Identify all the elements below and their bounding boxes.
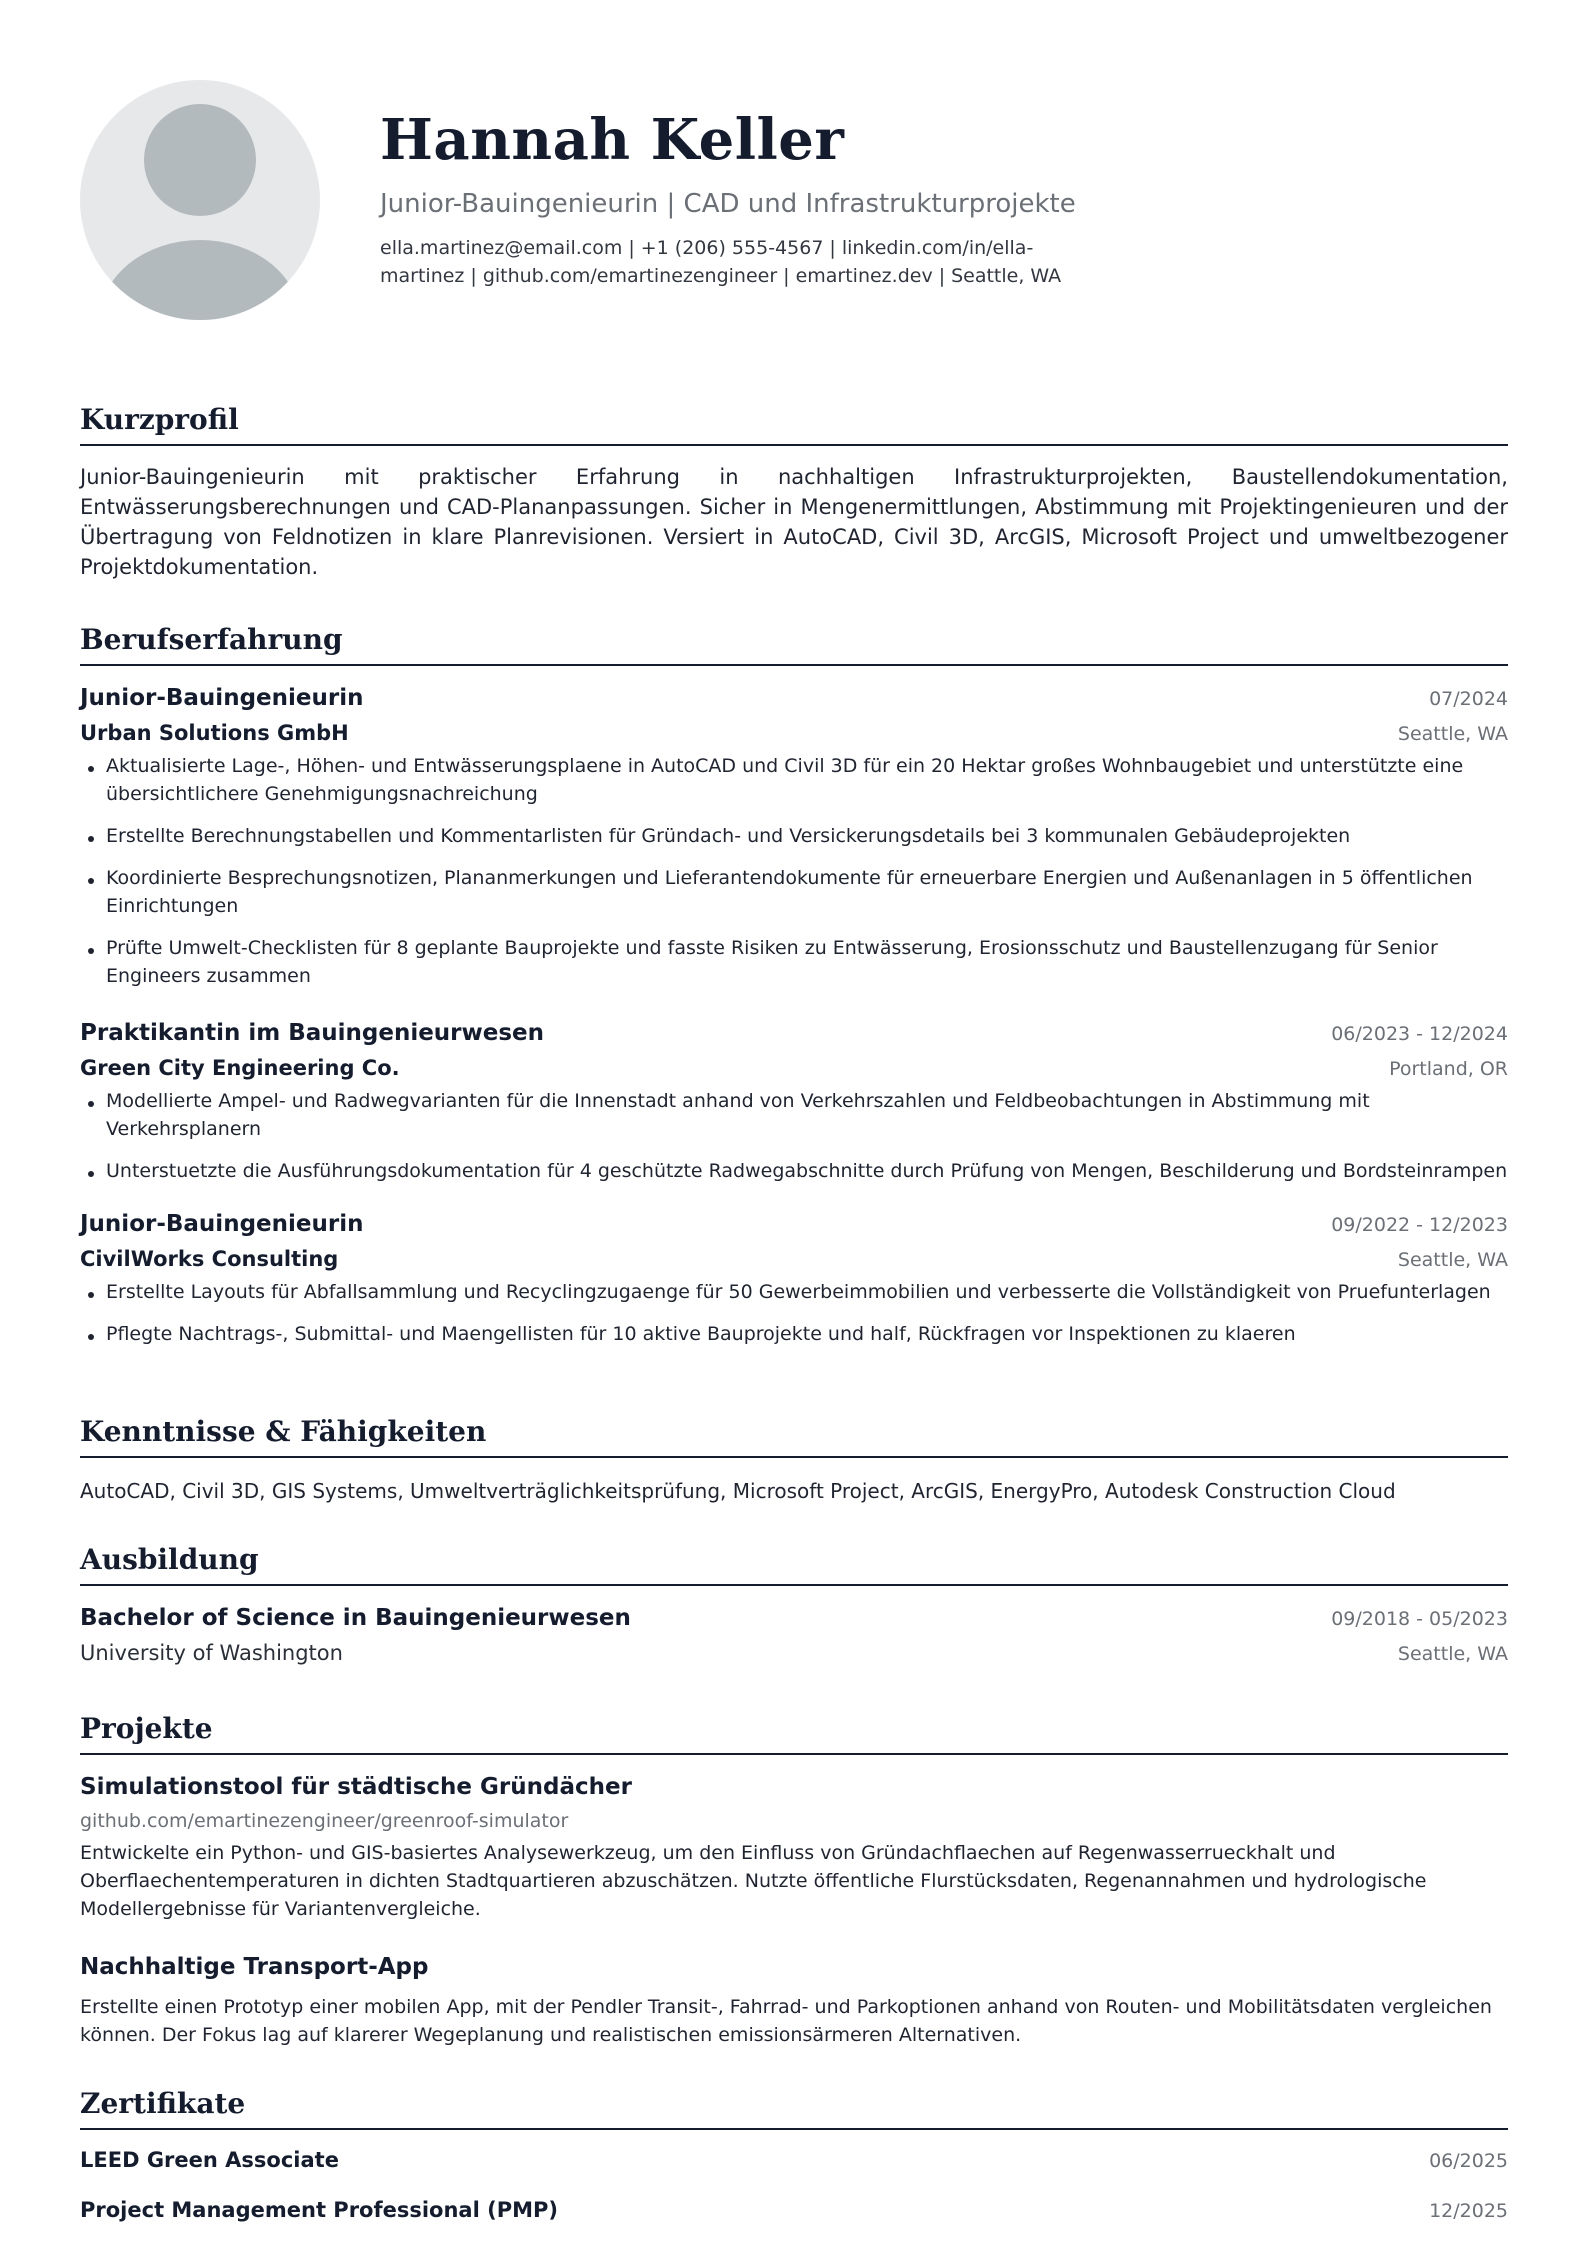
certification-row <box>80 2145 1508 2175</box>
job-date: 09/2022 - 12/2023 <box>1331 1214 1508 1236</box>
job-bullet: Pflegte Nachtrags-, Submittal- und Maengellisten für 10 aktive Bauprojekte und half, Rückfragen vor Inspektionen zu klaeren <box>80 1320 1508 1348</box>
job-bullet: Unterstuetzte die Ausführungsdokumentation für 4 geschützte Radwegabschnitte durch Prüfung von Mengen, Beschilderung und Bordsteinrampen <box>80 1157 1508 1185</box>
project-description: Entwickelte ein Python- und GIS-basiertes Analysewerkzeug, um den Einfluss von Gründachflaechen auf Regenwasserrueckhalt und Oberflaechentemperaturen in dichten Stadtquartieren abzuschätzen. Nutzte öffentliche Flurstücksdaten, Regenannahmen und hydrologische Modellergebnisse für Variantenvergleiche. <box>80 1842 1427 1920</box>
project-name: Nachhaltige Transport-App <box>80 1954 429 1980</box>
job-entry <box>80 1208 1508 1362</box>
education-header-row <box>80 1602 1508 1634</box>
certification-name: Project Management Professional (PMP) <box>80 2198 558 2222</box>
job-bullets <box>80 1278 1508 1348</box>
education-entry <box>80 1602 1508 1668</box>
job-entry <box>80 682 1508 1004</box>
education-institution: University of Washington <box>80 1641 343 1665</box>
avatar <box>80 80 320 320</box>
section-title-skills: Kenntnisse & Fähigkeiten <box>80 1414 1508 1458</box>
avatar-body-shape <box>100 240 300 320</box>
contact-separator: | <box>938 265 946 287</box>
certification-row <box>80 2195 1508 2225</box>
section-title-certifications: Zertifikate <box>80 2086 1508 2130</box>
contact-linkedin[interactable]: linkedin.com/in/ella-martinez <box>380 237 1034 287</box>
job-company: CivilWorks Consulting <box>80 1247 339 1271</box>
job-bullet: Modellierte Ampel- und Radwegvarianten für die Innenstadt anhand von Verkehrszahlen und Feldbeobachtungen in Abstimmung mit Verkehrsplanern <box>80 1087 1508 1143</box>
job-header-row <box>80 1208 1508 1240</box>
summary-text: Junior-Bauingenieurin mit praktischer Erfahrung in nachhaltigen Infrastrukturprojekten, Baustellendokumentation, Entwässerungsberechnungen und CAD-Plananpassungen. Sicher in Mengenermittlungen, Abstimmung mit Projektingenieuren und der Übertragung von Feldnotizen in klare Planrevisionen. Versiert in AutoCAD, Civil 3D, ArcGIS, Microsoft Project und umweltbezogener Projektdokumentation. <box>80 465 1508 579</box>
job-location: Seattle, WA <box>1397 723 1508 745</box>
contact-email[interactable]: ella.martinez@email.com <box>380 237 623 259</box>
contact-separator: | <box>829 237 836 259</box>
job-bullet: Erstellte Layouts für Abfallsammlung und Recyclingzugaenge für 50 Gewerbeimmobilien und verbesserte die Vollständigkeit von Pruefunterlagen <box>80 1278 1508 1306</box>
job-location: Portland, OR <box>1389 1058 1508 1080</box>
education-degree: Bachelor of Science in Bauingenieurwesen <box>80 1605 631 1631</box>
project-name: Simulationstool für städtische Gründächer <box>80 1774 632 1800</box>
contact-separator: | <box>783 265 790 287</box>
section-title-experience: Berufserfahrung <box>80 622 1508 666</box>
job-header-row <box>80 1017 1508 1049</box>
job-role: Praktikantin im Bauingenieurwesen <box>80 1020 545 1046</box>
job-date: 07/2024 <box>1429 688 1508 710</box>
section-title-education: Ausbildung <box>80 1542 1508 1586</box>
contact-separator: | <box>470 265 477 287</box>
contact-line <box>380 234 1530 290</box>
section-title-summary: Kurzprofil <box>80 402 1508 446</box>
job-entry <box>80 1017 1508 1199</box>
job-location: Seattle, WA <box>1397 1249 1508 1271</box>
candidate-name: Hannah Keller <box>380 107 845 173</box>
skills-list: AutoCAD, Civil 3D, GIS Systems, Umweltverträglichkeitsprüfung, Microsoft Project, ArcGIS, EnergyPro, Autodesk Construction Cloud <box>80 1479 1396 1503</box>
candidate-headline: Junior-Bauingenieurin | CAD und Infrastrukturprojekte <box>380 189 1076 219</box>
job-header-row <box>80 682 1508 714</box>
job-date: 06/2023 - 12/2024 <box>1331 1023 1508 1045</box>
job-bullet: Aktualisierte Lage-, Höhen- und Entwässerungsplaene in AutoCAD und Civil 3D für ein 20 Hektar großes Wohnbaugebiet und unterstützte eine übersichtlichere Genehmigungsnachreichung <box>80 752 1508 808</box>
contact-location: Seattle, WA <box>951 265 1062 287</box>
job-bullet: Erstellte Berechnungstabellen und Kommentarlisten für Gründach- und Versickerungsdetails bei 3 kommunalen Gebäudeprojekten <box>80 822 1508 850</box>
contact-phone[interactable]: +1 (206) 555-4567 <box>640 237 824 259</box>
contact-github[interactable]: github.com/emartinezengineer <box>482 265 778 287</box>
section-title-projects: Projekte <box>80 1711 1508 1755</box>
job-company: Green City Engineering Co. <box>80 1056 400 1080</box>
education-location: Seattle, WA <box>1397 1643 1508 1665</box>
job-role: Junior-Bauingenieurin <box>80 685 364 711</box>
project-description: Erstellte einen Prototyp einer mobilen App, mit der Pendler Transit-, Fahrrad- und Parkoptionen anhand von Routen- und Mobilitätsdaten vergleichen können. Der Fokus lag auf klarerer Wegeplanung und realistischen emissionsärmeren Alternativen. <box>80 1996 1492 2046</box>
education-date: 09/2018 - 05/2023 <box>1331 1608 1508 1630</box>
job-company-row <box>80 1244 1508 1274</box>
job-role: Junior-Bauingenieurin <box>80 1211 364 1237</box>
education-institution-row <box>80 1638 1508 1668</box>
job-bullet: Prüfte Umwelt-Checklisten für 8 geplante Bauprojekte und fasste Risiken zu Entwässerung, Erosionsschutz und Baustellenzugang für Senior Engineers zusammen <box>80 934 1508 990</box>
resume-header <box>80 80 1508 320</box>
project-entry <box>80 1951 1508 2049</box>
project-link[interactable]: github.com/emartinezengineer/greenroof-simulator <box>80 1810 569 1832</box>
job-company: Urban Solutions GmbH <box>80 721 349 745</box>
project-entry <box>80 1771 1508 1923</box>
header-text <box>380 108 1508 290</box>
certification-date: 06/2025 <box>1429 2150 1508 2172</box>
avatar-head-shape <box>144 104 256 216</box>
job-company-row <box>80 718 1508 748</box>
certification-name: LEED Green Associate <box>80 2148 339 2172</box>
contact-separator: | <box>628 237 635 259</box>
job-company-row <box>80 1053 1508 1083</box>
job-bullet: Koordinierte Besprechungsnotizen, Plananmerkungen und Lieferantendokumente für erneuerbare Energien und Außenanlagen in 5 öffentlichen Einrichtungen <box>80 864 1508 920</box>
contact-website[interactable]: emartinez.dev <box>795 265 933 287</box>
job-bullets <box>80 1087 1508 1185</box>
job-bullets <box>80 752 1508 990</box>
certification-date: 12/2025 <box>1429 2200 1508 2222</box>
